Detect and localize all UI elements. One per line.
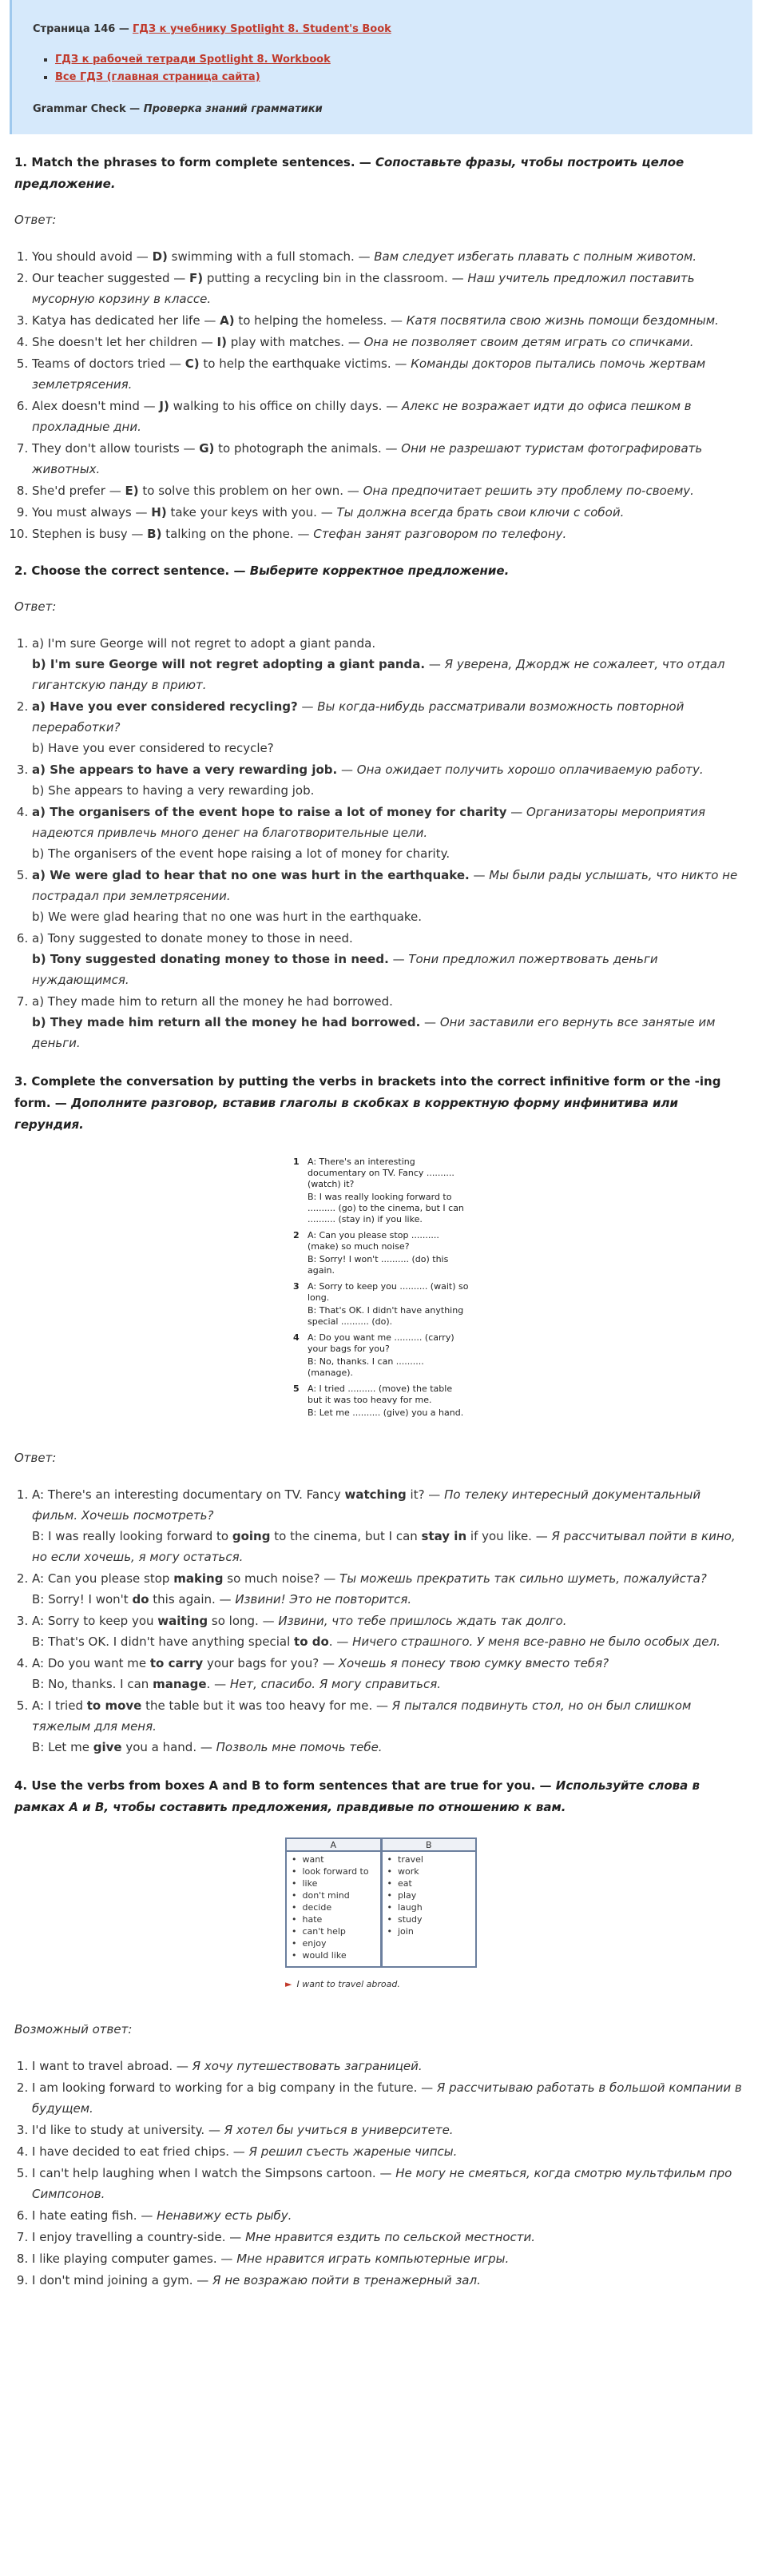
answer-text: this again. —: [149, 1592, 236, 1607]
answer-text: to the cinema, but I can: [270, 1529, 422, 1543]
answer-text: you a hand. —: [121, 1740, 216, 1754]
list-item: [32, 502, 748, 523]
answer-key: C): [185, 356, 200, 371]
answer-line: b) Tony suggested donating money to those in need. — Тони предложил пожертвовать деньги нуждающимся.: [32, 952, 658, 987]
answer-en: to helping the homeless. —: [234, 313, 407, 328]
student-book-link[interactable]: ГДЗ к учебнику Spotlight 8. Student's Book: [132, 23, 391, 35]
list-item: [32, 1610, 748, 1652]
answer-ru: Катя посвятила свою жизнь помощи бездомным.: [406, 313, 719, 328]
answer-text: your bags for you? —: [203, 1656, 339, 1670]
dialogue-line-a: A: Sorry to keep you .......... (wait) so long.: [308, 1281, 469, 1303]
answer-verb: to carry: [149, 1656, 204, 1670]
answer-prefix: Katya has dedicated her life —: [32, 313, 220, 328]
box-b-list: [383, 1852, 476, 1942]
answer-prefix: You should avoid —: [32, 249, 153, 264]
answer-text: the table but it was too heavy for me. —: [141, 1698, 392, 1713]
translation: Извини, что тебе пришлось ждать так долго.: [278, 1614, 567, 1628]
list-item: [32, 2270, 748, 2291]
box-a-header: A: [287, 1839, 380, 1852]
translation: Ты можешь прекратить так сильно шуметь, пожалуйста?: [339, 1571, 707, 1586]
ex2-answer-list: [14, 633, 748, 1053]
answer-key: J): [159, 399, 169, 413]
answer-prefix: She'd prefer —: [32, 484, 125, 498]
answer-line: b) I'm sure George will not regret adopting a giant panda. — Я уверена, Джордж не сожалеет, что отдал гигантскую панду в приют.: [32, 657, 725, 692]
answer-prefix: You must always —: [32, 505, 152, 520]
section-title-en: Grammar Check —: [33, 103, 141, 115]
answer-en: to solve this problem on her own. —: [138, 484, 363, 498]
dialogue-row: [293, 1192, 469, 1225]
answer-line: [32, 1526, 748, 1567]
answer-en: take your keys with you. —: [166, 505, 337, 520]
dialogue-number: 3: [293, 1281, 300, 1292]
answer-text: B: I was really looking forward to: [32, 1529, 232, 1543]
box-b-item: • play: [387, 1889, 476, 1901]
translation: Мы были рады услышать, что никто не пострадал при землетрясении.: [32, 868, 738, 903]
dialogue-number: 1: [293, 1157, 300, 1167]
answer-ru: Ты должна всегда брать свои ключи с собой.: [336, 505, 625, 520]
answer-en: I am looking forward to working for a big company in the future. —: [32, 2080, 437, 2095]
ex2-title: [14, 560, 748, 582]
box-a-item: • can't help: [292, 1925, 380, 1937]
dialogue-spacer: [293, 1407, 308, 1419]
dialogue-row: [293, 1281, 469, 1304]
answer-line: 2. a) Have you ever considered recycling? — Вы когда-нибудь рассматривали возможность повторной переработки?: [32, 699, 685, 735]
box-a: [287, 1839, 380, 1966]
answer-en: play with matches. —: [226, 335, 364, 349]
ex4-answer-label: Возможный ответ:: [14, 2022, 133, 2037]
list-item: [32, 802, 748, 864]
answer-prefix: They don't allow tourists —: [32, 441, 200, 456]
list-item: [32, 2205, 748, 2226]
answer-ru: Мне нравится ездить по сельской местности.: [245, 2230, 536, 2244]
list-item: [32, 2141, 748, 2162]
ex3-title: [14, 1071, 748, 1136]
header-box: [10, 0, 752, 134]
option-sentence: b) We were glad hearing that no one was hurt in the earthquake.: [32, 910, 423, 924]
dialogue-row: [293, 1305, 469, 1328]
ex4-title: [14, 1775, 748, 1818]
answer-line: [32, 1631, 748, 1652]
correct-sentence: b) Tony suggested donating money to those in need.: [32, 952, 389, 966]
dialogue-spacer: [293, 1254, 308, 1276]
answer-text: . —: [328, 1634, 353, 1649]
list-item: [32, 633, 748, 695]
ex4-figure: [14, 1837, 748, 1995]
answer-verb: watching: [344, 1487, 407, 1502]
answer-line: [32, 1737, 748, 1758]
answer-line: [32, 991, 748, 1012]
related-link-item: [55, 69, 733, 86]
ex3-title-en: 3. Complete the conversation by putting the verbs in brackets into the correct infinitive form or the -ing form. —: [14, 1074, 721, 1110]
list-item: [32, 2227, 748, 2248]
answer-text: it? —: [406, 1487, 445, 1502]
answer-verb: to do: [294, 1634, 329, 1649]
answer-ru: Не могу не смеяться, когда смотрю мультфильм про Симпсонов.: [32, 2166, 732, 2201]
list-item: [32, 759, 748, 801]
correct-sentence: a) We were glad to hear that no one was hurt in the earthquake.: [32, 868, 470, 882]
ex2-title-ru: Выберите корректное предложение.: [249, 563, 510, 578]
ex1-title-en: 1. Match the phrases to form complete sentences. —: [14, 155, 371, 169]
section-title-ru: Проверка знаний грамматики: [143, 103, 323, 115]
answer-en: putting a recycling bin in the classroom. —: [203, 271, 468, 285]
list-item: [32, 991, 748, 1053]
ex4-title-ru: Используйте слова в рамках A и B, чтобы составить предложения, правдивые по отношению к вам.: [14, 1778, 700, 1814]
ex2-answer-label: Ответ:: [14, 599, 57, 614]
list-item: [32, 396, 748, 437]
correct-sentence: a) She appears to have a very rewarding job.: [32, 762, 338, 777]
list-item: [32, 928, 748, 990]
answer-ru: Я решил съесть жареные чипсы.: [248, 2144, 458, 2159]
ex4-title-en: 4. Use the verbs from boxes A and B to form sentences that are true for you. —: [14, 1778, 552, 1793]
answer-verb: give: [93, 1740, 122, 1754]
answer-prefix: Our teacher suggested —: [32, 271, 190, 285]
answer-en: I want to travel abroad. —: [32, 2059, 192, 2073]
box-b-item: • laugh: [387, 1901, 476, 1913]
answer-verb: do: [132, 1592, 149, 1607]
list-item: [32, 480, 748, 501]
box-b-item: • eat: [387, 1877, 476, 1889]
answer-ru: Стефан занят разговором по телефону.: [313, 527, 567, 541]
ex3-figure: [14, 1157, 748, 1423]
dialogue-line-b: B: No, thanks. I can .......... (manage).: [308, 1356, 424, 1378]
translation: По телеку интересный документальный фильм. Хочешь посмотреть?: [32, 1487, 701, 1523]
dialogue-row: [293, 1254, 469, 1276]
ex1-title: [14, 152, 748, 195]
answer-ru: Она предпочитает решить эту проблему по-своему.: [363, 484, 694, 498]
answer-en: swimming with a full stomach. —: [167, 249, 375, 264]
translation: Позволь мне помочь тебе.: [216, 1740, 383, 1754]
answer-verb: stay in: [421, 1529, 467, 1543]
correct-sentence: a) Have you ever considered recycling?: [32, 699, 298, 714]
answer-en: I hate eating fish. —: [32, 2208, 157, 2223]
list-item: [32, 2248, 748, 2269]
answer-en: walking to his office on chilly days. —: [169, 399, 402, 413]
ex1-answer-label: Ответ:: [14, 213, 57, 227]
answer-key: H): [151, 505, 167, 520]
list-item: [32, 1695, 748, 1758]
box-b: [380, 1839, 476, 1966]
answer-en: to photograph the animals. —: [214, 441, 402, 456]
box-a-item: • want: [292, 1853, 380, 1865]
answer-ru: Наш учитель предложил поставить мусорную корзину в классе.: [32, 271, 695, 306]
answer-ru: Я хочу путешествовать заграницей.: [192, 2059, 423, 2073]
dialogue-line-b: B: I was really looking forward to .......... (go) to the cinema, but I can .......... (stay in) if you like.: [308, 1192, 464, 1224]
related-link-item: [55, 51, 733, 69]
answer-en: to help the earthquake victims. —: [199, 356, 411, 371]
answer-text: A: Can you please stop: [32, 1571, 174, 1586]
translation: Я рассчитывал пойти в кино, но если хочешь, я могу остаться.: [32, 1529, 736, 1564]
list-item: [32, 332, 748, 352]
dialogue-row: [293, 1407, 469, 1419]
answer-ru: Команды докторов пытались помочь жертвам землетрясения.: [32, 356, 706, 392]
dialogue-spacer: [293, 1305, 308, 1328]
answer-text: B: Let me: [32, 1740, 93, 1754]
ex1-answer-list: [14, 246, 748, 544]
answer-prefix: Stephen is busy —: [32, 527, 148, 541]
translation: Я уверена, Джордж не сожалеет, что отдал гигантскую панду в приют.: [32, 657, 725, 692]
triangle-bullet-icon: ►: [285, 1979, 292, 1989]
answer-line: [32, 1674, 748, 1694]
answer-ru: Ненавижу есть рыбу.: [157, 2208, 292, 2223]
answer-line: [32, 738, 748, 758]
breadcrumb: [33, 21, 733, 38]
dialogue-row: [293, 1157, 469, 1190]
translation: Вы когда-нибудь рассматривали возможность повторной переработки?: [32, 699, 685, 735]
answer-text: A: Sorry to keep you: [32, 1614, 158, 1628]
list-item: [32, 865, 748, 927]
answer-text: A: I tried: [32, 1698, 87, 1713]
answer-key: F): [189, 271, 204, 285]
answer-line: b) They made him return all the money he had borrowed. — Они заставили его вернуть все занятые им деньги.: [32, 1015, 716, 1050]
answer-line: [32, 906, 748, 927]
correct-sentence: b) I'm sure George will not regret adopting a giant panda.: [32, 657, 426, 671]
answer-line: 4. a) The organisers of the event hope to raise a lot of money for charity — Организаторы мероприятия надеются привлечь много денег на благотворительные цели.: [32, 805, 706, 840]
ex4-verb-boxes-image: [285, 1837, 477, 1995]
box-a-item: • would like: [292, 1949, 380, 1961]
ex2-title-en: 2. Choose the correct sentence. —: [14, 563, 246, 578]
answer-line: [32, 1653, 748, 1674]
list-item: [32, 2120, 748, 2140]
dialogue-line-b: B: Let me .......... (give) you a hand.: [308, 1407, 464, 1418]
answer-ru: Алекс не возражает идти до офиса пешком в прохладные дни.: [32, 399, 692, 434]
ex4-answer-list: [14, 2056, 748, 2291]
answer-en: I have decided to eat fried chips. —: [32, 2144, 249, 2159]
list-item: [32, 1653, 748, 1694]
dialogue-row: [293, 1332, 469, 1355]
answer-text: A: There's an interesting documentary on TV. Fancy: [32, 1487, 345, 1502]
answer-verb: waiting: [157, 1614, 208, 1628]
dialogue-line-b: B: Sorry! I won't .......... (do) this again.: [308, 1254, 449, 1276]
ex3-title-ru: Дополните разговор, вставив глаголы в скобках в корректную форму инфинитива или герундия.: [14, 1096, 679, 1132]
answer-verb: manage: [153, 1677, 207, 1691]
answer-verb: to move: [86, 1698, 142, 1713]
answer-line: [32, 780, 748, 801]
answer-line: [32, 1568, 748, 1589]
page-label: Страница 146 —: [33, 23, 129, 35]
list-item: [32, 696, 748, 758]
list-item: [32, 524, 748, 544]
answer-en: talking on the phone. —: [161, 527, 314, 541]
option-sentence: a) They made him to return all the money he had borrowed.: [32, 994, 393, 1009]
box-a-item: • enjoy: [292, 1937, 380, 1949]
answer-text: B: Sorry! I won't: [32, 1592, 133, 1607]
box-a-item: • look forward to: [292, 1865, 380, 1877]
answer-key: G): [199, 441, 215, 456]
ex3-answer-label: Ответ:: [14, 1451, 57, 1465]
ex3-dialogue-image: [293, 1157, 469, 1423]
list-item: [32, 310, 748, 331]
dialogue-row: [293, 1384, 469, 1406]
answer-ru: Мне нравится играть компьютерные игры.: [236, 2252, 510, 2266]
box-b-header: B: [383, 1839, 476, 1852]
answer-line: [32, 1610, 748, 1631]
section-title: [33, 101, 733, 118]
box-example-text: I want to travel abroad.: [296, 1979, 400, 1989]
ex3-answer-list: [14, 1484, 748, 1758]
answer-text: B: That's OK. I didn't have anything special: [32, 1634, 295, 1649]
option-sentence: b) The organisers of the event hope raising a lot of money for charity.: [32, 846, 450, 861]
answer-prefix: Alex doesn't mind —: [32, 399, 160, 413]
all-gdz-link[interactable]: Все ГДЗ (главная страница сайта): [55, 71, 260, 83]
answer-key: D): [152, 249, 168, 264]
translation: Я пытался подвинуть стол, но он был слишком тяжелым для меня.: [32, 1698, 692, 1734]
box-b-item: • join: [387, 1925, 476, 1937]
option-sentence: b) She appears to having a very rewarding job.: [32, 783, 315, 798]
dialogue-number: 2: [293, 1230, 300, 1240]
content: [10, 152, 752, 2291]
translation: Хочешь я понесу твою сумку вместо тебя?: [338, 1656, 609, 1670]
workbook-link[interactable]: ГДЗ к рабочей тетради Spotlight 8. Workbook: [55, 54, 331, 66]
dialogue-line-a: A: There's an interesting documentary on TV. Fancy .......... (watch) it?: [308, 1157, 454, 1189]
list-item: [32, 353, 748, 395]
answer-en: I like playing computer games. —: [32, 2252, 237, 2266]
translation: Извини! Это не повторится.: [235, 1592, 412, 1607]
answer-key: A): [220, 313, 235, 328]
box-a-item: • hate: [292, 1913, 380, 1925]
answer-verb: making: [173, 1571, 224, 1586]
answer-en: I'd like to study at university. —: [32, 2123, 224, 2137]
box-example: [285, 1974, 477, 1995]
option-sentence: a) I'm sure George will not regret to adopt a giant panda.: [32, 636, 376, 651]
correct-sentence: a) The organisers of the event hope to raise a lot of money for charity: [32, 805, 507, 819]
list-item: [32, 2163, 748, 2204]
answer-ru: Они не разрешают туристам фотографировать животных.: [32, 441, 703, 476]
verb-box-table: [285, 1837, 477, 1968]
answer-prefix: Teams of doctors tried —: [32, 356, 185, 371]
dialogue-number: 4: [293, 1332, 300, 1343]
answer-text: so much noise? —: [223, 1571, 340, 1586]
answer-line: [32, 1589, 748, 1610]
translation: Нет, спасибо. Я могу справиться.: [229, 1677, 442, 1691]
list-item: [32, 2056, 748, 2076]
dialogue-spacer: [293, 1192, 308, 1225]
answer-en: I can't help laughing when I watch the Simpsons cartoon. —: [32, 2166, 396, 2180]
dialogue-line-a: A: Do you want me .......... (carry) your bags for you?: [308, 1332, 454, 1354]
translation: Организаторы мероприятия надеются привлечь много денег на благотворительные цели.: [32, 805, 706, 840]
answer-line: 3. a) She appears to have a very rewarding job. — Она ожидает получить хорошо оплачиваемую работу.: [32, 762, 704, 777]
answer-line: [32, 1484, 748, 1526]
answer-ru: Я не возражаю пойти в тренажерный зал.: [212, 2273, 481, 2287]
dialogue-line-a: A: I tried .......... (move) the table but it was too heavy for me.: [308, 1384, 453, 1405]
box-b-item: • study: [387, 1913, 476, 1925]
answer-text: A: Do you want me: [32, 1656, 150, 1670]
answer-verb: going: [232, 1529, 271, 1543]
translation: Они заставили его вернуть все занятые им деньги.: [32, 1015, 716, 1050]
answer-line: [32, 633, 748, 654]
box-a-item: • like: [292, 1877, 380, 1889]
answer-text: B: No, thanks. I can: [32, 1677, 153, 1691]
dialogue-line-b: B: That's OK. I didn't have anything special .......... (do).: [308, 1305, 464, 1327]
answer-ru: Она не позволяет своим детям играть со спичками.: [363, 335, 694, 349]
answer-line: [32, 1695, 748, 1737]
box-b-item: • work: [387, 1865, 476, 1877]
answer-line: [32, 843, 748, 864]
answer-text: if you like. —: [466, 1529, 552, 1543]
dialogue-row: [293, 1230, 469, 1252]
answer-line: 5. a) We were glad to hear that no one was hurt in the earthquake. — Мы были рады услышать, что никто не пострадал при землетрясении.: [32, 868, 738, 903]
list-item: [32, 246, 748, 267]
answer-line: [32, 928, 748, 949]
dialogue-number: 5: [293, 1384, 300, 1394]
list-item: [32, 268, 748, 309]
answer-key: I): [216, 335, 227, 349]
answer-text: so long. —: [208, 1614, 279, 1628]
option-sentence: a) Tony suggested to donate money to those in need.: [32, 931, 353, 946]
list-item: [32, 438, 748, 480]
ex1-title-ru: Сопоставьте фразы, чтобы построить целое предложение.: [14, 155, 685, 191]
related-links: [33, 51, 733, 86]
box-a-item: • don't mind: [292, 1889, 380, 1901]
answer-ru: Я хотел бы учиться в университете.: [224, 2123, 454, 2137]
correct-sentence: b) They made him return all the money he had borrowed.: [32, 1015, 421, 1029]
answer-key: E): [125, 484, 139, 498]
list-item: [32, 2077, 748, 2119]
translation: Тони предложил пожертвовать деньги нуждающимся.: [32, 952, 658, 987]
dialogue-line-a: A: Can you please stop .......... (make) so much noise?: [308, 1230, 439, 1252]
dialogue-spacer: [293, 1356, 308, 1379]
box-a-list: [287, 1852, 380, 1966]
translation: Ничего страшного. У меня все-равно не было особых дел.: [352, 1634, 720, 1649]
list-item: [32, 1568, 748, 1610]
answer-text: . —: [206, 1677, 230, 1691]
list-item: [32, 1484, 748, 1567]
answer-key: B): [147, 527, 162, 541]
answer-ru: Я рассчитываю работать в большой компании в будущем.: [32, 2080, 742, 2116]
option-sentence: b) Have you ever considered to recycle?: [32, 741, 274, 755]
answer-en: I enjoy travelling a country-side. —: [32, 2230, 246, 2244]
box-a-item: • decide: [292, 1901, 380, 1913]
answer-prefix: She doesn't let her children —: [32, 335, 217, 349]
box-b-item: • travel: [387, 1853, 476, 1865]
dialogue-row: [293, 1356, 469, 1379]
answer-ru: Вам следует избегать плавать с полным животом.: [374, 249, 697, 264]
translation: Она ожидает получить хорошо оплачиваемую работу.: [356, 762, 704, 777]
answer-en: I don't mind joining a gym. —: [32, 2273, 213, 2287]
